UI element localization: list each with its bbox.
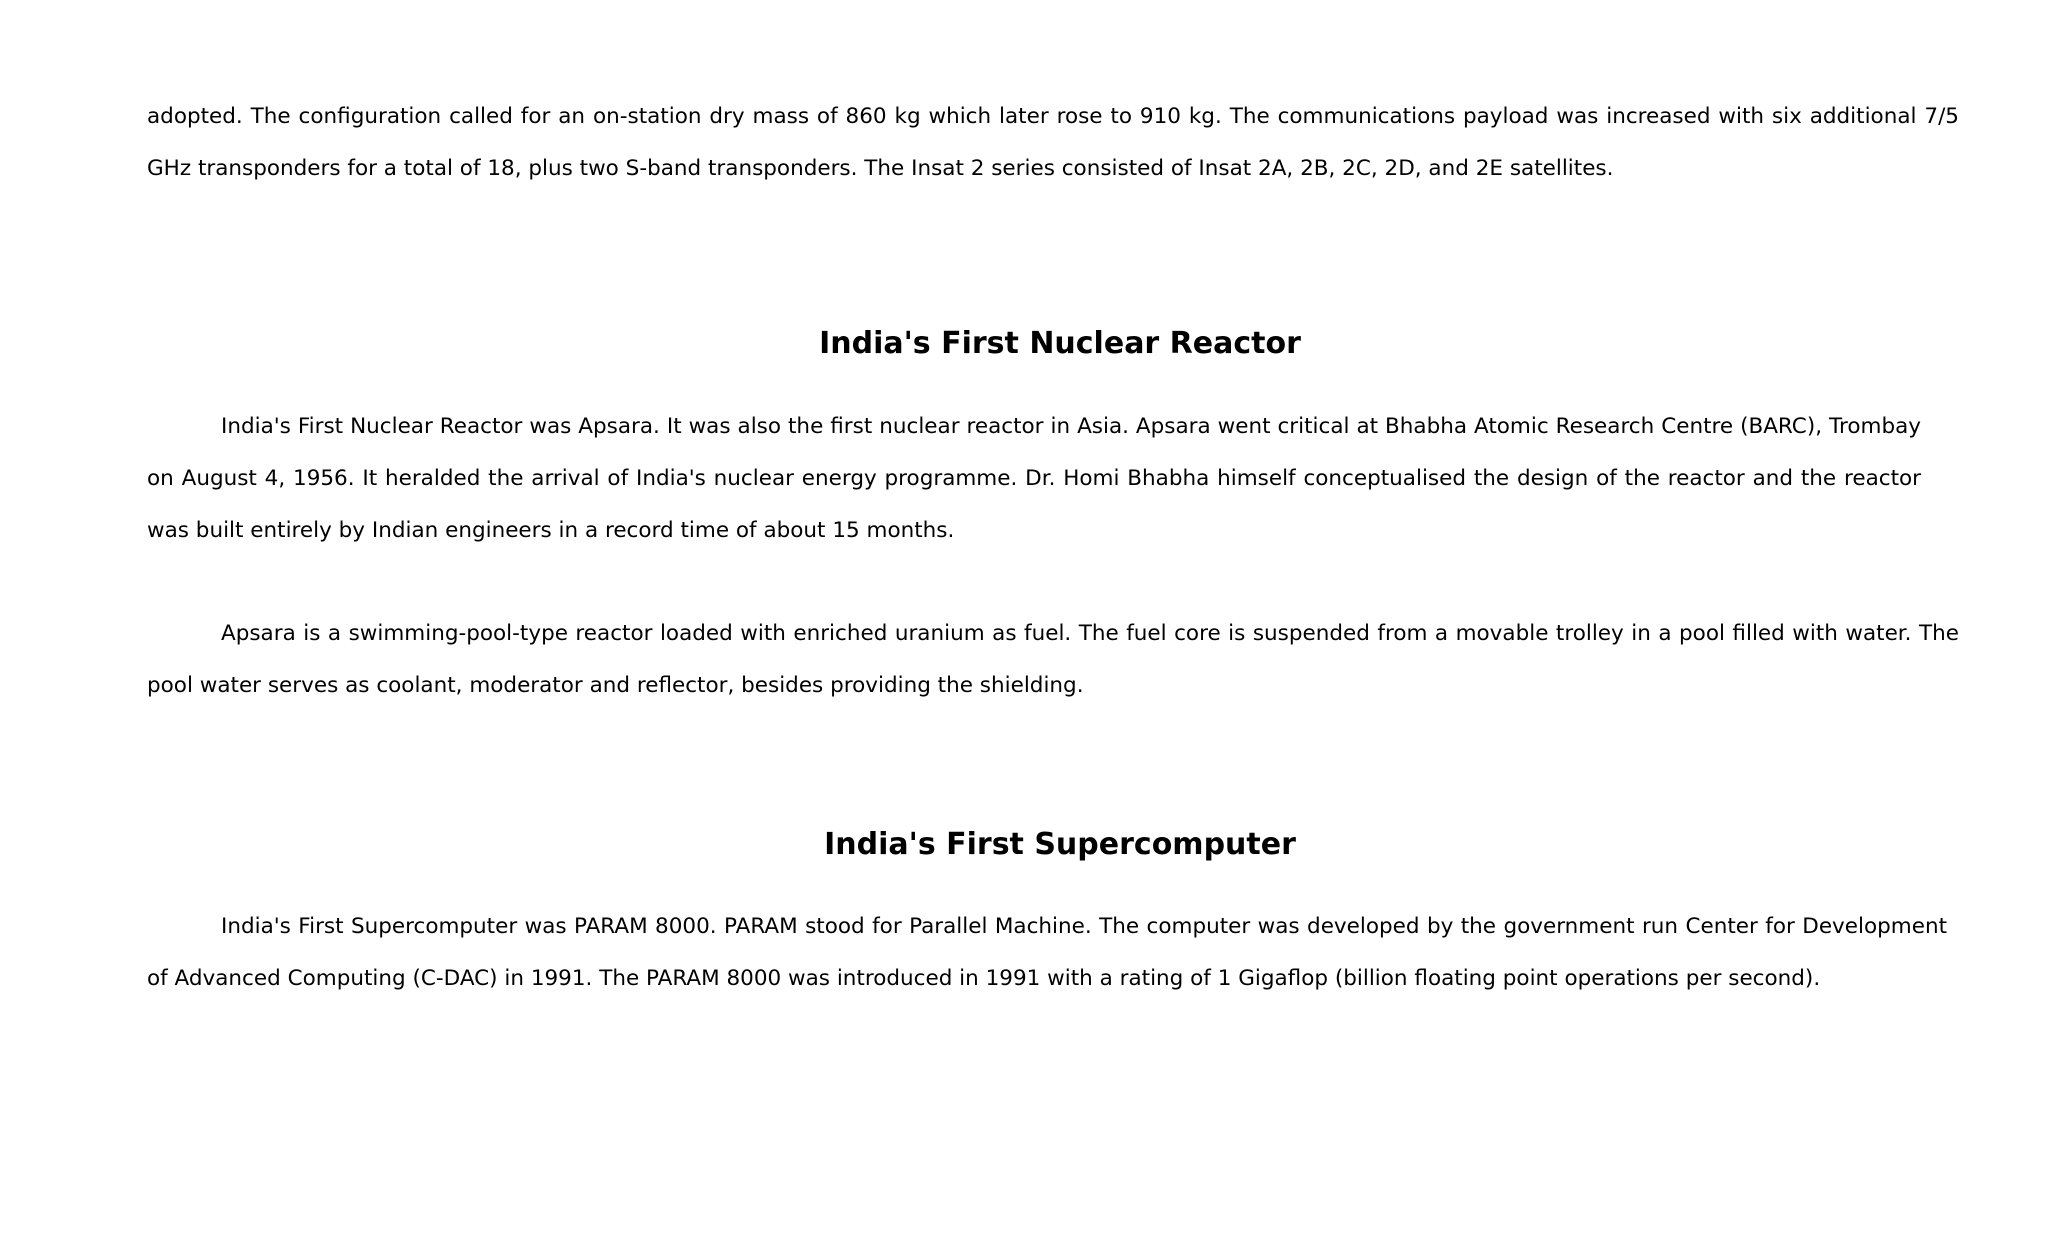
apsara-paragraph-1: India's First Nuclear Reactor was Apsara. It was also the first nuclear reactor in Asia. Apsara went critical at Bhabha Atomic Research Centre (BARC), Trombay on August 4, 1956. It heralded the arrival of India's nuclear energy programme. Dr. Homi Bhabha himself conceptualised the design of the reactor and the reactor was built entirely by Indian engineers in a record time of about 15 months.	[147, 414, 1921, 543]
param-paragraph: India's First Supercomputer was PARAM 8000. PARAM stood for Parallel Machine. The computer was developed by the government run Center for Development of Advanced Computing (C-DAC) in 1991. The PARAM 8000 was introduced in 1991 with a rating of 1 Gigaflop (billion floating point operations per second).	[147, 914, 1947, 991]
section-heading-supercomputer: India's First Supercomputer	[824, 827, 1296, 862]
insat-paragraph: adopted. The configuration called for an on-station dry mass of 860 kg which later rose to 910 kg. The communications payload was increased with six additional 7/5 GHz transponders for a total of 18, plus two S-band transponders. The Insat 2 series consisted of Insat 2A, 2B, 2C, 2D, and 2E satellites.	[147, 104, 1959, 181]
section-heading-nuclear-reactor: India's First Nuclear Reactor	[819, 326, 1301, 361]
apsara-paragraph-2: Apsara is a swimming-pool-type reactor loaded with enriched uranium as fuel. The fuel core is suspended from a movable trolley in a pool filled with water. The pool water serves as coolant, moderator and reflector, besides providing the shielding.	[147, 621, 1959, 698]
